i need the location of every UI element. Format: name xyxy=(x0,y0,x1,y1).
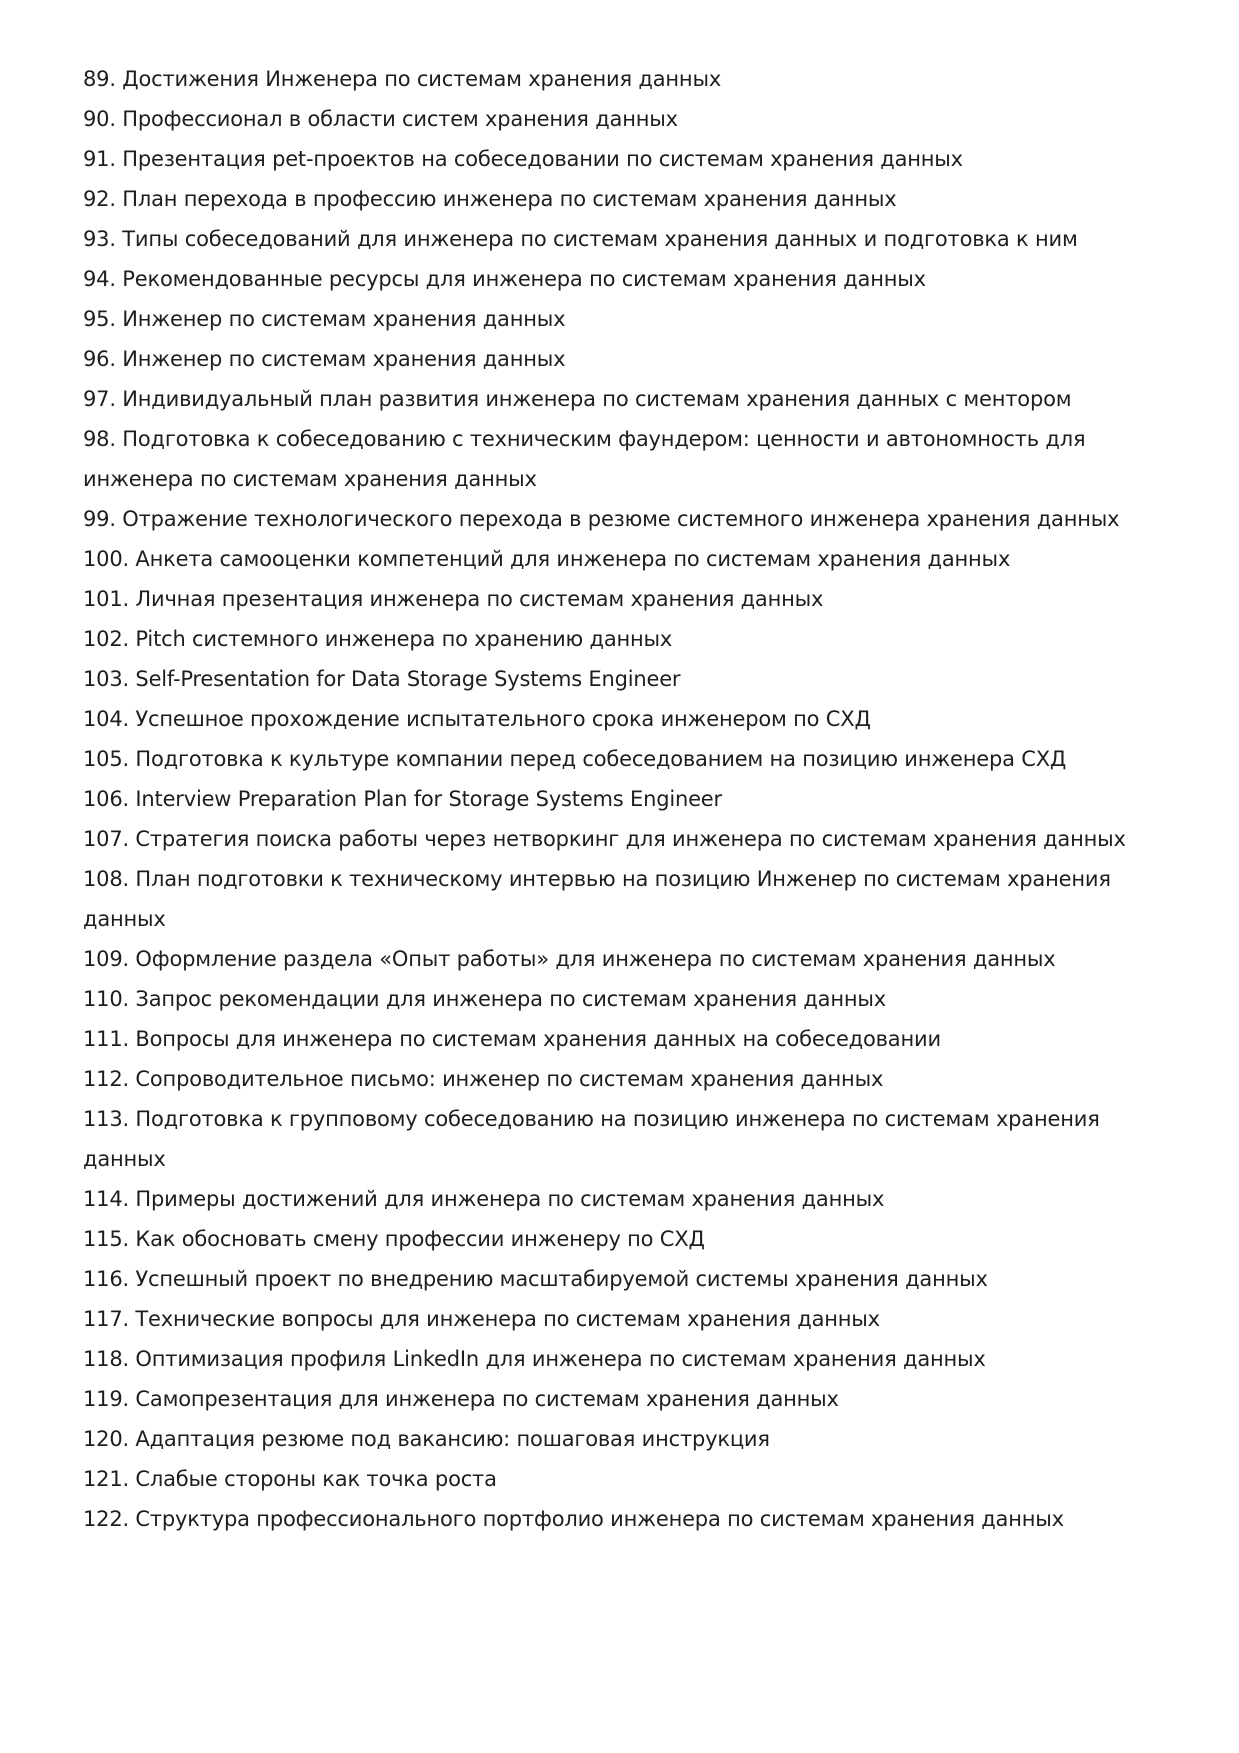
list-item: 100. Анкета самооценки компетенций для инженера по системам хранения данных xyxy=(83,547,1011,571)
list-item: 112. Сопроводительное письмо: инженер по системам хранения данных xyxy=(83,1067,884,1091)
list-item: 94. Рекомендованные ресурсы для инженера по системам хранения данных xyxy=(83,267,926,291)
list-item: 113. Подготовка к групповому собеседованию на позицию инженера по системам хранения данных xyxy=(83,1107,1100,1171)
list-item: 96. Инженер по системам хранения данных xyxy=(83,347,566,371)
list-item: 111. Вопросы для инженера по системам хранения данных на собеседовании xyxy=(83,1027,941,1051)
document-list xyxy=(83,59,1168,1539)
list-item: 117. Технические вопросы для инженера по системам хранения данных xyxy=(83,1307,880,1331)
list-item: 101. Личная презентация инженера по системам хранения данных xyxy=(83,587,824,611)
list-item: 106. Interview Preparation Plan for Storage Systems Engineer xyxy=(83,787,722,811)
list-item: 92. План перехода в профессию инженера по системам хранения данных xyxy=(83,187,897,211)
list-item: 105. Подготовка к культуре компании перед собеседованием на позицию инженера СХД xyxy=(83,747,1067,771)
list-item: 90. Профессионал в области систем хранения данных xyxy=(83,107,678,131)
list-item: 116. Успешный проект по внедрению масштабируемой системы хранения данных xyxy=(83,1267,988,1291)
list-item: 95. Инженер по системам хранения данных xyxy=(83,307,566,331)
list-item: 119. Самопрезентация для инженера по системам хранения данных xyxy=(83,1387,839,1411)
list-item: 120. Адаптация резюме под вакансию: пошаговая инструкция xyxy=(83,1427,770,1451)
list-item: 109. Оформление раздела «Опыт работы» для инженера по системам хранения данных xyxy=(83,947,1056,971)
list-item: 114. Примеры достижений для инженера по системам хранения данных xyxy=(83,1187,885,1211)
list-item: 110. Запрос рекомендации для инженера по системам хранения данных xyxy=(83,987,887,1011)
list-item: 121. Слабые стороны как точка роста xyxy=(83,1467,497,1491)
list-item: 98. Подготовка к собеседованию с техническим фаундером: ценности и автономность для инженера по системам хранения данных xyxy=(83,427,1086,491)
list-item: 91. Презентация pet-проектов на собеседовании по системам хранения данных xyxy=(83,147,963,171)
list-item: 102. Pitch системного инженера по хранению данных xyxy=(83,627,673,651)
list-item: 104. Успешное прохождение испытательного срока инженером по СХД xyxy=(83,707,871,731)
list-item: 107. Стратегия поиска работы через нетворкинг для инженера по системам хранения данных xyxy=(83,827,1126,851)
list-item: 97. Индивидуальный план развития инженера по системам хранения данных с ментором xyxy=(83,387,1072,411)
list-item: 93. Типы собеседований для инженера по системам хранения данных и подготовка к ним xyxy=(83,227,1078,251)
list-item: 122. Структура профессионального портфолио инженера по системам хранения данных xyxy=(83,1507,1064,1531)
list-item: 103. Self-Presentation for Data Storage Systems Engineer xyxy=(83,667,681,691)
list-item: 89. Достижения Инженера по системам хранения данных xyxy=(83,67,722,91)
list-item: 118. Оптимизация профиля LinkedIn для инженера по системам хранения данных xyxy=(83,1347,986,1371)
list-item: 115. Как обосновать смену профессии инженеру по СХД xyxy=(83,1227,705,1251)
list-item: 108. План подготовки к техническому интервью на позицию Инженер по системам хранения данных xyxy=(83,867,1111,931)
list-item: 99. Отражение технологического перехода в резюме системного инженера хранения данных xyxy=(83,507,1120,531)
